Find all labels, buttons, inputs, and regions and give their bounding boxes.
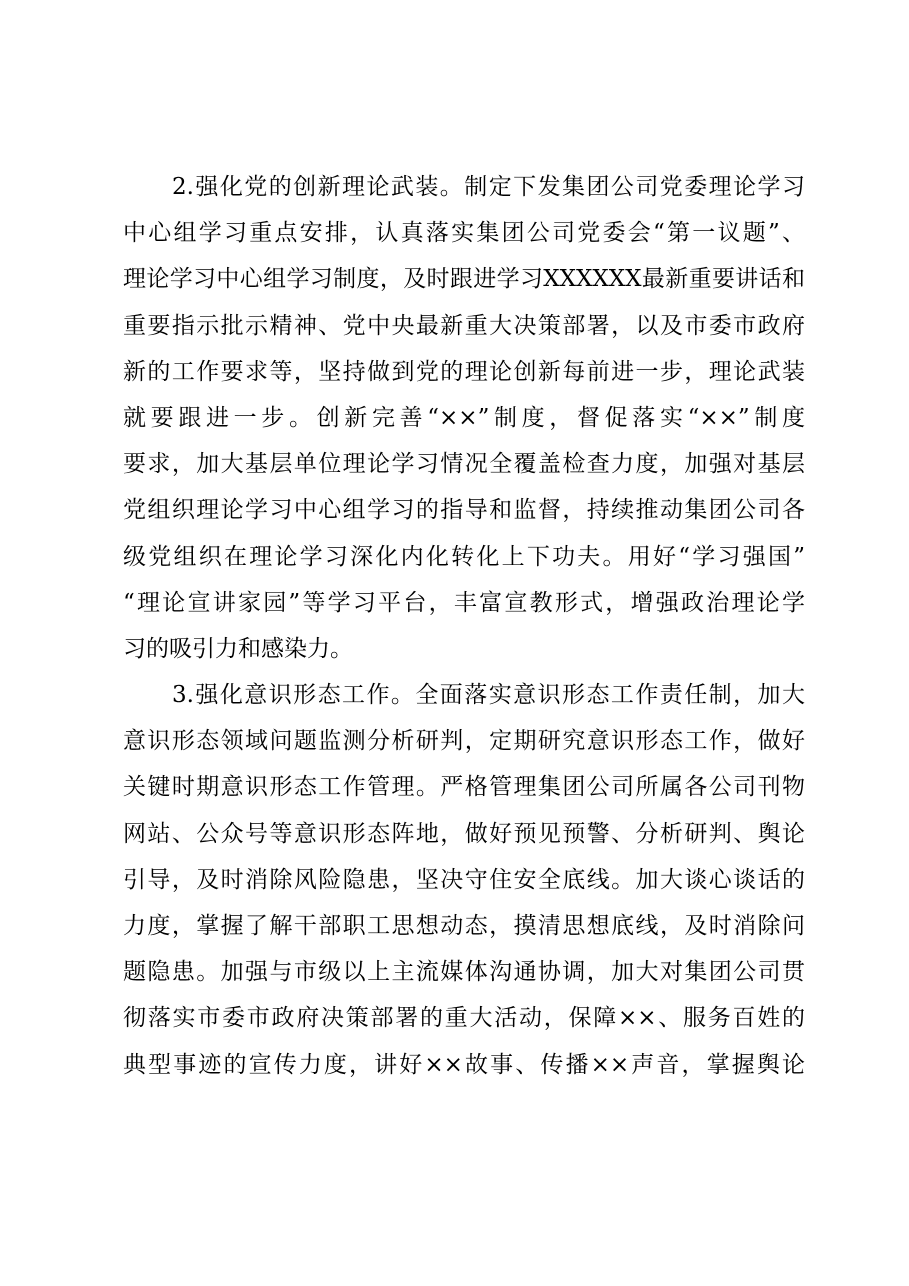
paragraph-line: 级党组织在理论学习深化内化转化上下功夫。用好“学习强国”: [123, 543, 805, 570]
paragraph-line: 要求，加大基层单位理论学习情况全覆盖检查力度，加强对基层: [123, 451, 805, 478]
paragraph-line: “理论宣讲家园”等学习平台，丰富宣教形式，增强政治理论学: [123, 589, 805, 616]
paragraph-line: 中心组学习重点安排，认真落实集团公司党委会“第一议题”、: [123, 220, 805, 247]
paragraph-line: 党组织理论学习中心组学习的指导和监督，持续推动集团公司各: [123, 497, 805, 524]
paragraph-line: 2.强化党的创新理论武装。制定下发集团公司党委理论学习: [172, 174, 805, 200]
paragraph-line: 理论学习中心组学习制度，及时跟进学习XXXXXX最新重要讲话和: [123, 266, 805, 293]
paragraph-3: [123, 672, 805, 1088]
document-body: [123, 164, 805, 1088]
paragraph-line: 习的吸引力和感染力。: [123, 635, 353, 662]
paragraph-line: 网站、公众号等意识形态阵地，做好预见预警、分析研判、舆论: [123, 820, 805, 847]
paragraph-line: 彻落实市委市政府决策部署的重大活动，保障××、服务百姓的: [123, 1005, 805, 1032]
paragraph-2: [123, 164, 805, 672]
paragraph-line: 3.强化意识形态工作。全面落实意识形态工作责任制，加大: [172, 682, 805, 709]
paragraph-line: 题隐患。加强与市级以上主流媒体沟通协调，加大对集团公司贯: [123, 959, 805, 986]
paragraph-line: 就要跟进一步。创新完善“××”制度，督促落实“××”制度: [123, 404, 805, 431]
paragraph-line: 引导，及时消除风险隐患，坚决守住安全底线。加大谈心谈话的: [123, 866, 805, 893]
paragraph-line: 典型事迹的宣传力度，讲好××故事、传播××声音，掌握舆论: [123, 1051, 805, 1078]
paragraph-line: 关键时期意识形态工作管理。严格管理集团公司所属各公司刊物: [123, 774, 805, 801]
paragraph-line: 意识形态领域问题监测分析研判，定期研究意识形态工作，做好: [123, 728, 805, 755]
paragraph-line: 力度，掌握了解干部职工思想动态，摸清思想底线，及时消除问: [123, 913, 805, 939]
paragraph-line: 新的工作要求等，坚持做到党的理论创新每前进一步，理论武装: [123, 358, 805, 385]
paragraph-line: 重要指示批示精神、党中央最新重大决策部署，以及市委市政府: [123, 312, 805, 339]
